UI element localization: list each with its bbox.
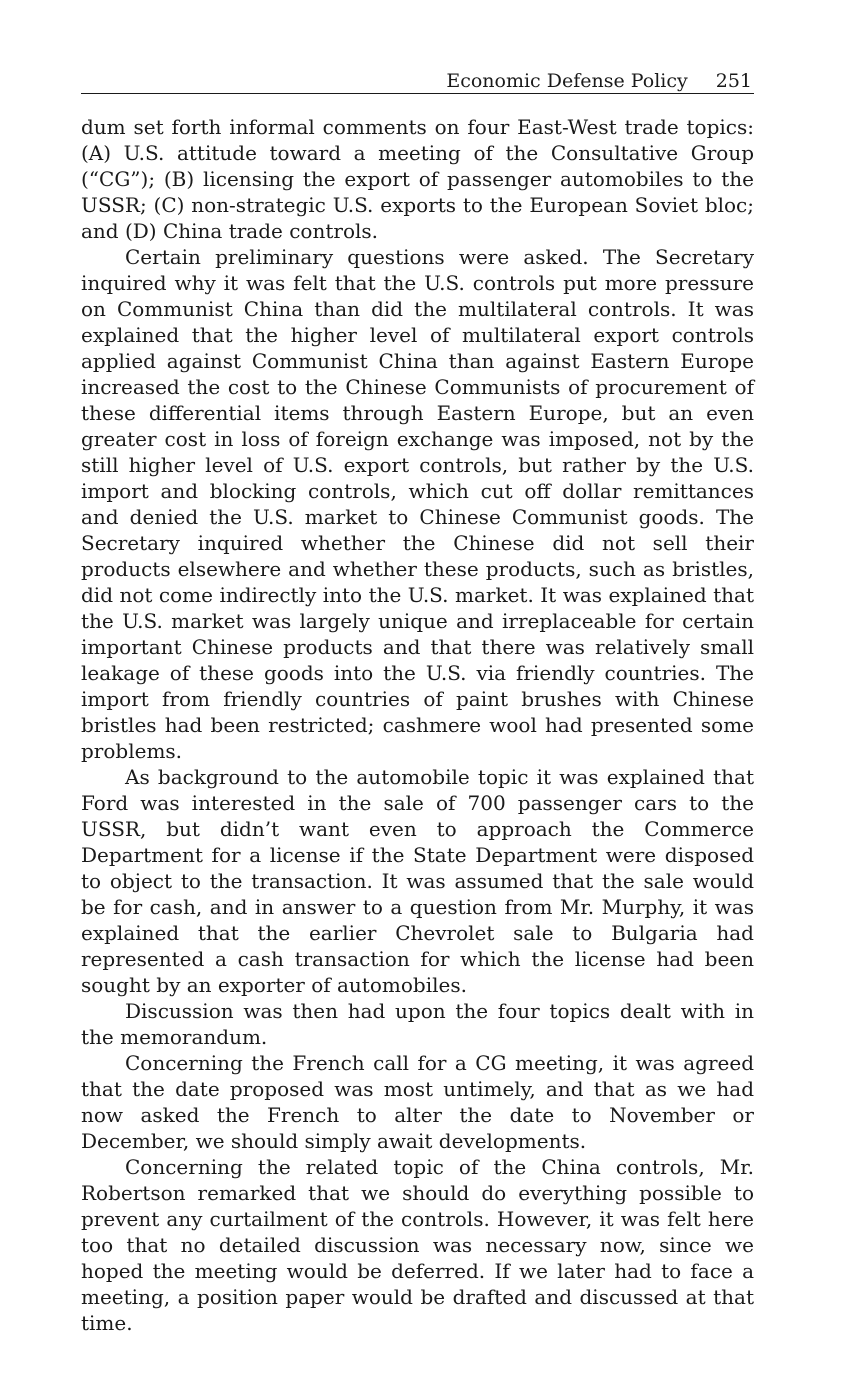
paragraph: Certain preliminary questions were asked. The Secretary inquired why it was felt that the U.S. controls put more pressure on Communist China than did the multilateral controls. It was explained that the higher level of multilateral export controls applied against Communist China than against Eastern Europe increased the cost to the Chinese Communists of procurement of these differential items through Eastern Europe, but an even greater cost in loss of foreign exchange was imposed, not by the still higher level of U.S. export controls, but rather by the U.S. import and blocking controls, which cut off dollar remittances and denied the U.S. market to Chinese Communist goods. The Secretary inquired whether the Chinese did not sell their products elsewhere and whether these products, such as bristles, did not come indirectly into the U.S. market. It was explained that the U.S. market was largely unique and irreplaceable for certain important Chinese products and that there was relatively small leakage of these goods into the U.S. via friendly countries. The import from friendly countries of paint brushes with Chinese bristles had been restricted; cashmere wool had presented some problems.: [81, 245, 754, 763]
body-text: [81, 114, 754, 1336]
paragraph: dum set forth informal comments on four East-West trade topics: (A) U.S. attitude toward a meeting of the Consultative Group (“CG”); (B) licensing the export of passenger automobiles to the USSR; (C) non-strategic U.S. exports to the European Soviet bloc; and (D) China trade controls.: [81, 115, 754, 243]
running-head: [81, 70, 754, 94]
page-number: 251: [715, 70, 752, 92]
book-page: [81, 70, 754, 1336]
paragraph: Discussion was then had upon the four topics dealt with in the memorandum.: [81, 999, 754, 1049]
paragraph: Concerning the French call for a CG meeting, it was agreed that the date proposed was most untimely, and that as we had now asked the French to alter the date to November or December, we should simply await developments.: [81, 1051, 754, 1153]
paragraph: Concerning the related topic of the China controls, Mr. Robertson remarked that we should do everything possible to prevent any curtailment of the controls. However, it was felt here too that no detailed discussion was necessary now, since we hoped the meeting would be deferred. If we later had to face a meeting, a position paper would be drafted and discussed at that time.: [81, 1155, 754, 1335]
paragraph: As background to the automobile topic it was explained that Ford was interested in the sale of 700 passenger cars to the USSR, but didn’t want even to approach the Commerce Department for a license if the State Department were disposed to object to the transaction. It was assumed that the sale would be for cash, and in answer to a question from Mr. Murphy, it was explained that the earlier Chevrolet sale to Bulgaria had represented a cash transaction for which the license had been sought by an exporter of automobiles.: [81, 765, 754, 997]
running-title: Economic Defense Policy: [446, 70, 688, 92]
